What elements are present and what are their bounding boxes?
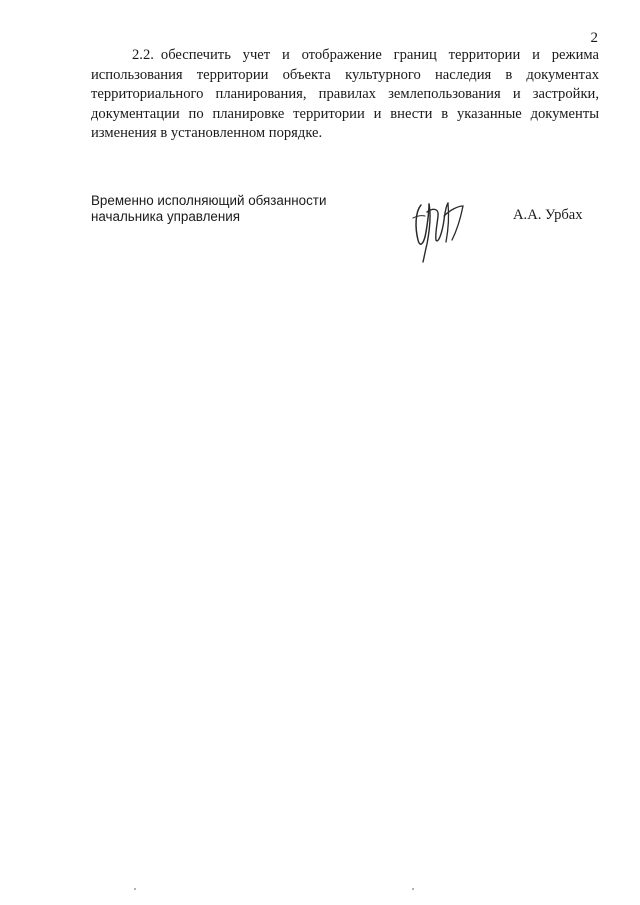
page-number: 2 <box>590 30 598 46</box>
clause-number: 2.2. <box>132 47 154 63</box>
scan-artifact-right <box>412 888 414 890</box>
handwritten-signature <box>405 196 471 264</box>
clause-text: обеспечить учет и отображение границ территории и режима использования территории объекта культурного наследия в документах территориального планирования, правилах землепользования и застройки, документации по планировке территории и внести в указанные документы изменения в установленном порядке. <box>91 47 599 142</box>
signatory-title <box>91 193 326 225</box>
clause-paragraph <box>91 46 599 144</box>
scan-artifact-left <box>134 888 136 890</box>
signatory-title-line-2: начальника управления <box>91 209 240 224</box>
signatory-name: А.А. Урбах <box>513 207 583 223</box>
signatory-title-line-1: Временно исполняющий обязанности <box>91 193 327 208</box>
